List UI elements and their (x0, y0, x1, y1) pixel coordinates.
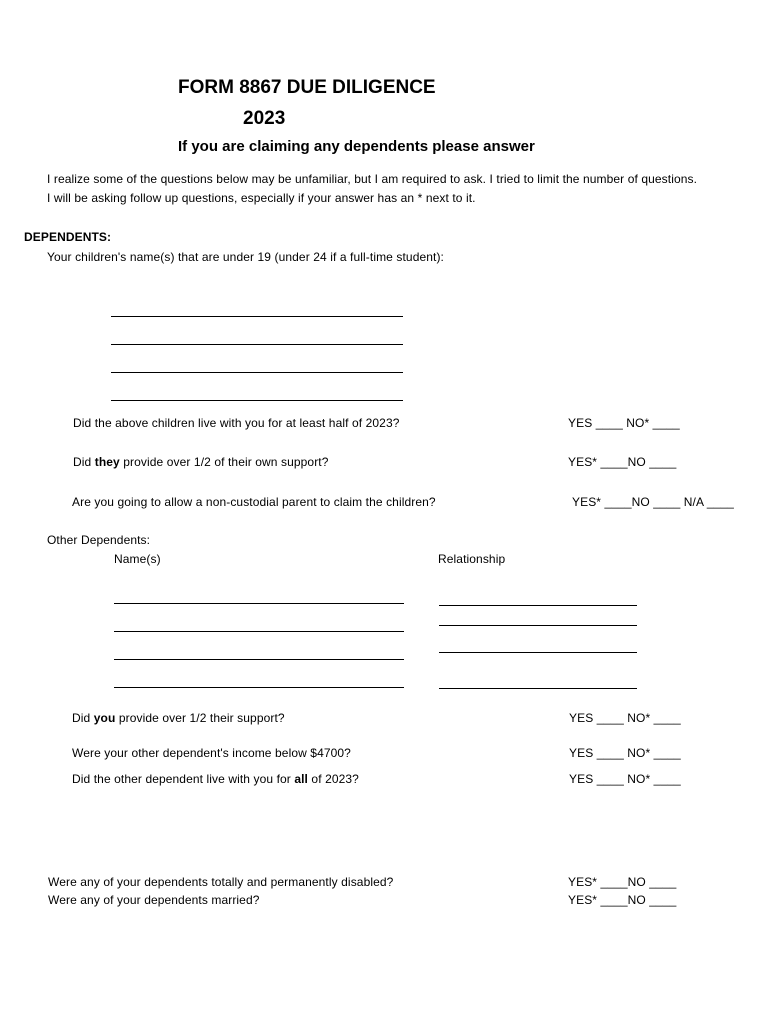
relationship-column-label: Relationship (438, 552, 506, 566)
other-name-line-1[interactable] (114, 603, 404, 604)
noncustodial-question: Are you going to allow a non-custodial parent to claim the children? (72, 495, 436, 509)
disabled-answer[interactable]: YES* ____NO ____ (568, 875, 677, 889)
children-prompt: Your children's name(s) that are under 19 (under 24 if a full-time student): (47, 250, 444, 264)
form-subtitle: If you are claiming any dependents please answer (178, 138, 535, 155)
disabled-question: Were any of your dependents totally and permanently disabled? (48, 875, 394, 889)
other-dependents-heading: Other Dependents: (47, 533, 151, 547)
children-live-answer[interactable]: YES ____ NO* ____ (568, 416, 680, 430)
other-support-answer[interactable]: YES ____ NO* ____ (569, 711, 681, 725)
other-income-question: Were your other dependent's income below $4700? (72, 746, 351, 760)
child-name-line-1[interactable] (111, 316, 403, 317)
intro-line-1: I realize some of the questions below may be unfamiliar, but I am required to ask. I tried to limit the number of questions. (47, 172, 698, 186)
intro-line-2: I will be asking follow up questions, especially if your answer has an * next to it. (47, 191, 476, 205)
noncustodial-answer[interactable]: YES* ____NO ____ N/A ____ (572, 495, 734, 509)
other-income-answer[interactable]: YES ____ NO* ____ (569, 746, 681, 760)
form-year: 2023 (243, 108, 286, 129)
children-support-question: Did they provide over 1/2 of their own support? (73, 455, 329, 469)
relationship-line-1[interactable] (439, 605, 637, 606)
children-support-answer[interactable]: YES* ____NO ____ (568, 455, 677, 469)
form-title: FORM 8867 DUE DILIGENCE (178, 77, 436, 98)
other-name-line-2[interactable] (114, 631, 404, 632)
other-live-question: Did the other dependent live with you for all of 2023? (72, 772, 359, 786)
names-column-label: Name(s) (114, 552, 161, 566)
dependents-heading: DEPENDENTS: (24, 230, 112, 244)
other-live-answer[interactable]: YES ____ NO* ____ (569, 772, 681, 786)
child-name-line-3[interactable] (111, 372, 403, 373)
married-answer[interactable]: YES* ____NO ____ (568, 893, 677, 907)
children-live-question: Did the above children live with you for at least half of 2023? (73, 416, 400, 430)
married-question: Were any of your dependents married? (48, 893, 260, 907)
relationship-line-3[interactable] (439, 652, 637, 653)
relationship-line-2[interactable] (439, 625, 637, 626)
relationship-line-4[interactable] (439, 688, 637, 689)
other-name-line-4[interactable] (114, 687, 404, 688)
child-name-line-2[interactable] (111, 344, 403, 345)
other-support-question: Did you provide over 1/2 their support? (72, 711, 285, 725)
other-name-line-3[interactable] (114, 659, 404, 660)
child-name-line-4[interactable] (111, 400, 403, 401)
